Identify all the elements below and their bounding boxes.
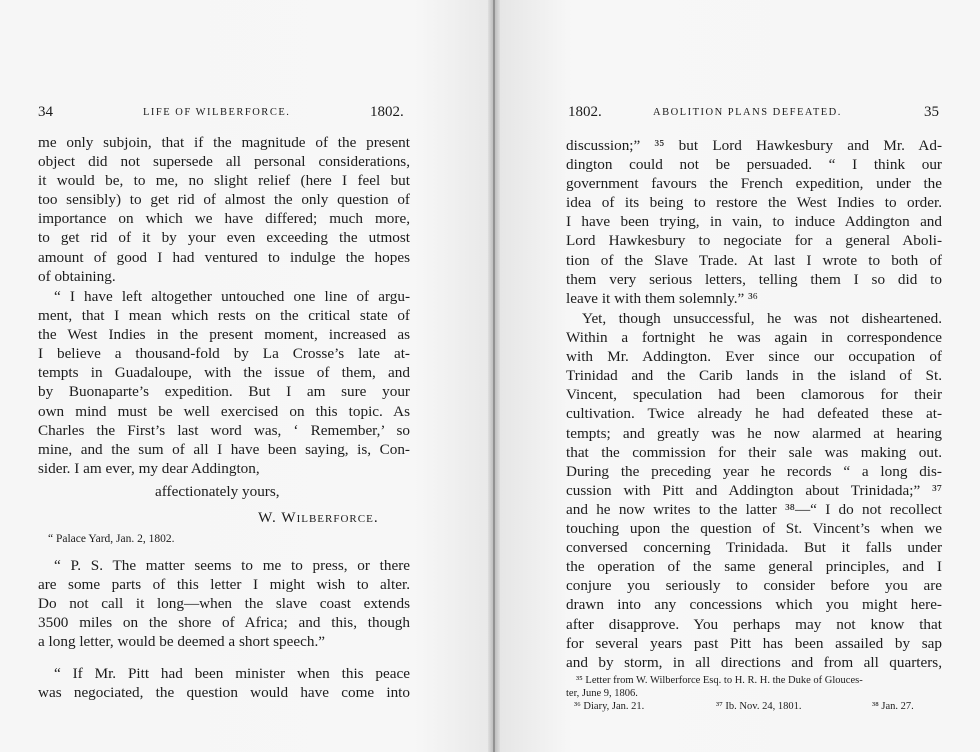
right-page-header	[500, 104, 980, 122]
text-line: and he now writes to the latter ³⁸—“ I do not recollect	[566, 500, 942, 518]
right-page	[500, 0, 980, 752]
text-line: tempts; and greatly was he now alarmed at hearing	[566, 424, 942, 442]
footnote-36: ³⁶ Diary, Jan. 21.	[574, 701, 645, 712]
text-line: During the preceding year he records “ a long dis-	[566, 462, 942, 480]
text-line: conversed concerning Trinidada. But it falls under	[566, 539, 942, 557]
text-line: by Buonaparte’s expedition. But I am sure your	[38, 383, 410, 401]
dateline-text: “ Palace Yard, Jan. 2, 1802.	[48, 533, 175, 545]
text-line: I believe a thousand-fold by La Crosse’s late at-	[38, 345, 410, 363]
left-paragraph-3	[38, 556, 410, 651]
text-line: Vincent, speculation had been clamorous for their	[566, 386, 942, 404]
page-year: 1802.	[568, 104, 602, 120]
left-paragraph-4	[38, 664, 410, 702]
text-line: dington could not be persuaded. “ I think our	[566, 156, 942, 174]
text-line: of obtaining.	[38, 267, 116, 285]
closing-text: affectionately yours,	[155, 483, 280, 500]
text-line: cultivation. Twice already he had defeated these at-	[566, 405, 942, 423]
right-paragraph-2	[566, 309, 942, 672]
text-line: for several years past Pitt has been assailed by sap	[566, 634, 942, 652]
left-paragraph-2	[38, 287, 410, 478]
left-page-header	[0, 104, 488, 122]
text-line: the operation of the same general principles, and I	[566, 558, 942, 576]
text-line: cussion with Pitt and Addington about Trinidada;” ³⁷	[566, 481, 942, 499]
page-number: 34	[38, 104, 53, 120]
text-line: tion of the Slave Trade. At last I wrote to both of	[566, 251, 942, 269]
left-paragraph-1	[38, 133, 410, 286]
text-line: sider. I am ever, my dear Addington,	[38, 459, 260, 477]
text-line: Yet, though unsuccessful, he was not disheartened.	[582, 310, 942, 327]
text-line: 3500 miles on the shore of Africa; and this, though	[38, 614, 410, 632]
page-number: 35	[924, 104, 939, 120]
text-line: Charles the First’s last word was, ‘ Remember,’ so	[38, 421, 410, 439]
text-line: Trinidad and the Carib lands in the island of St.	[566, 367, 942, 385]
text-line: the West Indies in the present moment, increased as	[38, 326, 410, 344]
running-head: LIFE OF WILBERFORCE.	[143, 107, 291, 118]
text-line: are some parts of this letter I might wish to alter.	[38, 576, 410, 594]
text-line: drawn into any concessions which you might here-	[566, 596, 942, 614]
footnote-35-cont: ter, June 9, 1806.	[566, 688, 638, 699]
letter-closing	[155, 482, 280, 501]
text-line: conjure you seriously to consider before you are	[566, 577, 942, 595]
text-line: government favours the French expedition, under the	[566, 175, 942, 193]
text-line: amount of good I had ventured to indulge the hopes	[38, 248, 410, 266]
text-line: own mind must be well exercised on this topic. As	[38, 402, 410, 420]
book-gutter	[488, 0, 500, 752]
footnotes	[566, 674, 942, 713]
text-line: me only subjoin, that if the magnitude of the present	[38, 134, 410, 151]
text-line: idea of its being to restore the West Indies to order.	[566, 194, 942, 212]
running-head: ABOLITION PLANS DEFEATED.	[653, 107, 842, 118]
footnote-row	[566, 700, 942, 713]
text-line: “ If Mr. Pitt had been minister when this peace	[54, 665, 410, 682]
text-line: tempts in Guadaloupe, with the issue of them, and	[38, 364, 410, 382]
right-paragraph-1	[566, 136, 942, 308]
text-line: “ I have left altogether untouched one line of argu-	[54, 288, 410, 305]
text-line: a long letter, would be deemed a short speech.”	[38, 633, 326, 651]
text-line: it would be, to me, no slight relief (here I feel but	[38, 172, 410, 190]
text-line: leave it with them solemnly.” ³⁶	[566, 289, 758, 307]
footnote-38: ³⁸ Jan. 27.	[872, 701, 914, 712]
text-line: Do not call it long—when the slave coast extends	[38, 595, 410, 613]
text-line: touching upon the question of St. Vincent’s when we	[566, 520, 942, 538]
letter-dateline	[48, 530, 174, 549]
text-line: importance on which we have differed; much more,	[38, 210, 410, 228]
text-line: was negociated, the question would have come into	[38, 684, 410, 702]
text-line: after disapprove. You perhaps may not know that	[566, 615, 942, 633]
text-line: mine, and the sum of all I have been saying, is, Con-	[38, 440, 410, 458]
text-line: with Mr. Addington. Ever since our occupation of	[566, 348, 942, 366]
text-line: Lord Hawkesbury to negociate for a general Aboli-	[566, 232, 942, 250]
signature-text: W. Wilberforce.	[258, 509, 379, 526]
text-line: them very serious letters, telling them I so did to	[566, 270, 942, 288]
text-line: “ P. S. The matter seems to me to press, or there	[54, 557, 410, 574]
text-line: too sensibly) to get rid of almost the only question of	[38, 191, 410, 209]
text-line: ment, that I mean which rests on the critical state of	[38, 307, 410, 325]
text-line: and by storm, in all directions and from all quarters,	[566, 653, 942, 671]
footnote-37: ³⁷ Ib. Nov. 24, 1801.	[716, 701, 802, 712]
left-page	[0, 0, 488, 752]
text-line: object did not supersede all personal considerations,	[38, 153, 410, 171]
letter-signature	[258, 508, 379, 527]
text-line: I have been trying, in vain, to induce Addington and	[566, 213, 942, 231]
text-line: discussion;” ³⁵ but Lord Hawkesbury and Mr. Ad-	[566, 137, 942, 154]
text-line: that the commission for their sale was making out.	[566, 443, 942, 461]
page-year: 1802.	[370, 104, 404, 120]
text-line: Within a fortnight he was again in correspondence	[566, 329, 942, 347]
footnote-35: ³⁵ Letter from W. Wilberforce Esq. to H. R. H. the Duke of Glouces-	[576, 675, 863, 686]
text-line: to get rid of it by your even exceeding the utmost	[38, 229, 410, 247]
